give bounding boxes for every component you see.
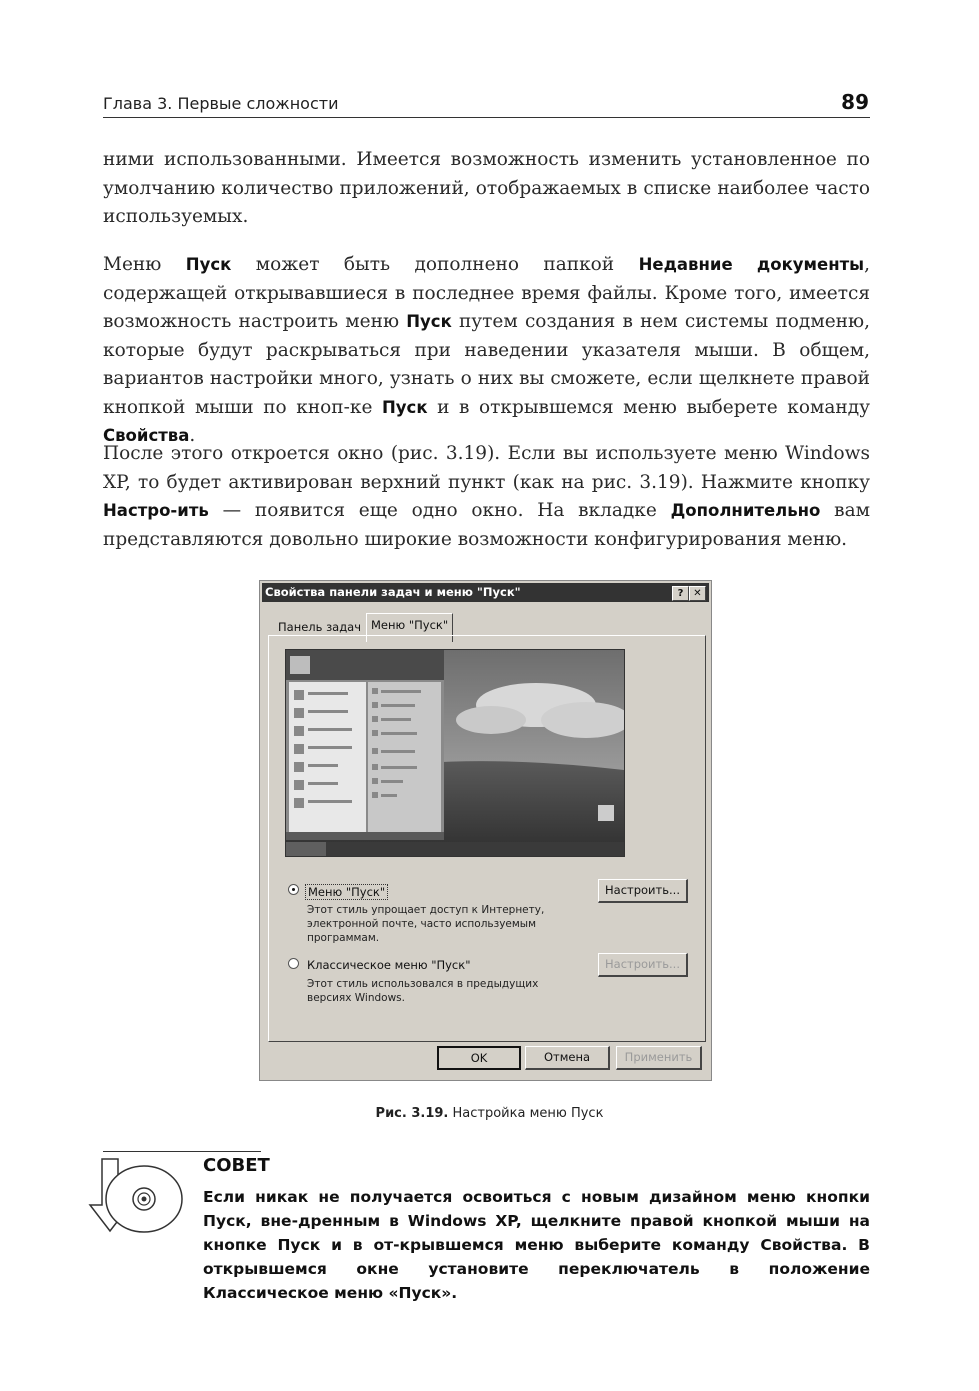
text: и в открывшемся меню выберете команду: [427, 396, 870, 418]
text: может быть дополнено папкой: [231, 254, 639, 275]
dialog-title: Свойства панели задач и меню "Пуск": [265, 585, 521, 599]
bold-term: Пуск: [185, 255, 232, 274]
caption-label: Рис. 3.19.: [375, 1106, 449, 1121]
taskbar-properties-dialog: [259, 580, 712, 1081]
chapter-header: Глава 3. Первые сложности: [103, 94, 339, 113]
tab-taskbar[interactable]: Панель задач: [278, 620, 362, 634]
bold-term: Свойства: [103, 426, 190, 445]
bold-term: Пуск: [406, 312, 452, 331]
tip-text: Если никак не получается освоиться с новым дизайном меню кнопки Пуск, вне-дренным в Windows XP, щелкните правой кнопкой мыши на кнопке Пуск и в от-крывшемся меню выберите команду Свойства. В открывшемся окне установите переключатель в положение Классическое меню «Пуск».: [203, 1188, 870, 1302]
figure-caption: [0, 1106, 979, 1121]
bold-term: Недавние документы: [638, 255, 865, 274]
tip-heading: СОВЕТ: [203, 1155, 270, 1176]
bold-term: Дополнительно: [670, 501, 821, 520]
header-divider: [103, 117, 870, 118]
paragraph-1: ними использованными. Имеется возможность изменить установленное по умолчанию количество приложений, отображаемых в списке наиболее часто используемых.: [103, 149, 870, 227]
bold-term: Настро-ить: [103, 501, 209, 520]
close-button[interactable]: ✕: [689, 586, 706, 601]
start-menu-description: Этот стиль упрощает доступ к Интернету, электронной почте, часто используемым программам.: [307, 904, 545, 944]
dialog-titlebar: [262, 583, 709, 602]
text: , содержащей открывавшиеся в последнее время файлы. Кроме того, имеется возможность настроить меню: [103, 254, 870, 332]
classic-menu-description: Этот стиль использовался в предыдущих версиях Windows.: [307, 978, 539, 1004]
text: После этого откроется окно (рис. 3.19). Если вы используете меню Windows XP, то будет активирован верхний пункт (как на рис. 3.19). Нажмите кнопку: [103, 443, 870, 493]
page-number: 89: [841, 90, 869, 114]
caption-text: Настройка меню Пуск: [448, 1106, 604, 1121]
apply-button[interactable]: Применить: [616, 1046, 702, 1070]
paragraph-3: [103, 440, 870, 554]
text: Меню: [103, 254, 186, 275]
help-button[interactable]: ?: [672, 586, 689, 601]
bold-term: Пуск: [381, 397, 428, 417]
text: — появится еще одно окно. На вкладке: [208, 500, 671, 521]
paragraph-2: [103, 251, 870, 451]
start-menu-radio[interactable]: [288, 884, 299, 895]
tip-divider: [103, 1151, 261, 1152]
cancel-button[interactable]: Отмена: [525, 1046, 610, 1070]
ok-button[interactable]: OK: [437, 1046, 521, 1070]
customize-classic-menu-button[interactable]: Настроить...: [598, 953, 688, 977]
classic-menu-option-label[interactable]: Классическое меню "Пуск": [307, 958, 471, 972]
start-menu-preview-image: [285, 649, 625, 857]
text: .: [189, 425, 196, 446]
cd-tip-icon: [86, 1157, 186, 1237]
tab-start-menu[interactable]: Меню "Пуск": [366, 613, 453, 642]
customize-start-menu-button[interactable]: Настроить...: [598, 879, 688, 903]
text: вам представляются довольно широкие возможности конфигурирования меню.: [103, 500, 870, 550]
start-menu-option-label[interactable]: Меню "Пуск": [305, 884, 388, 900]
preview-screenshot: [286, 650, 624, 856]
classic-menu-radio[interactable]: [288, 958, 299, 969]
text: путем создания в нем системы подменю, которые будут раскрываться при наведении указателя мыши. В общем, вариантов настройки много, узнать о них вы сможете, если щелкнете правой кнопкой мыши по кноп-ке: [103, 311, 870, 418]
